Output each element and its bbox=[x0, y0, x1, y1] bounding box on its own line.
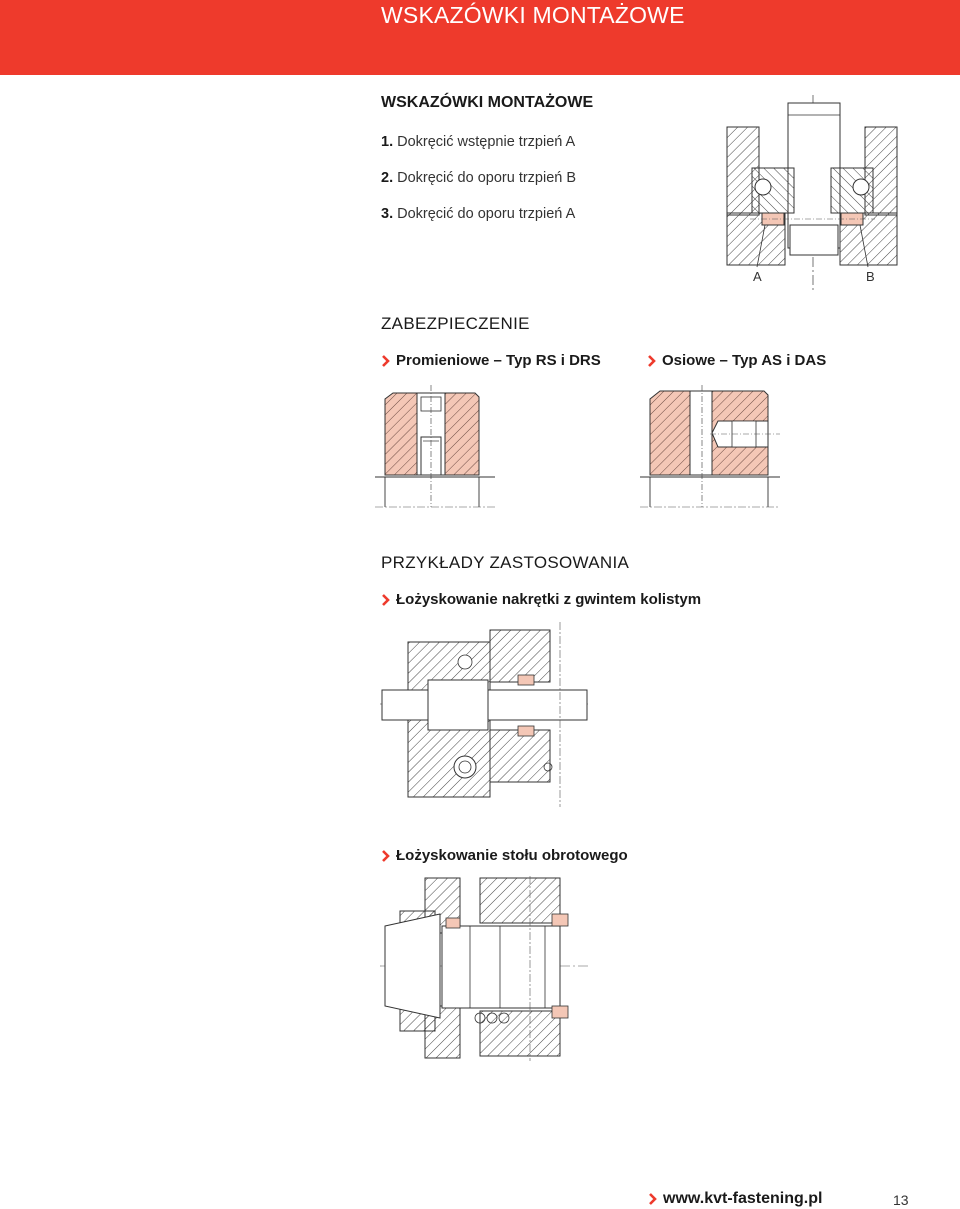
axial-securing-drawing bbox=[640, 385, 780, 510]
step-3 bbox=[381, 206, 575, 222]
step-3-number: 3. bbox=[381, 206, 394, 222]
footer-url-text[interactable]: www.kvt-fastening.pl bbox=[663, 1190, 823, 1207]
radial-securing-drawing bbox=[375, 385, 495, 510]
chevron-right-icon bbox=[381, 849, 391, 863]
rotary-table-drawing bbox=[380, 876, 590, 1061]
mounting-drawing bbox=[720, 95, 905, 290]
securing-axial bbox=[647, 352, 826, 369]
securing-axial-label: Osiowe – Typ AS i DAS bbox=[662, 352, 827, 369]
example-2 bbox=[381, 847, 628, 864]
securing-title: ZABEZPIECZENIE bbox=[381, 314, 530, 333]
example-1 bbox=[381, 591, 701, 608]
page-number: 13 bbox=[893, 1192, 909, 1208]
examples-title: PRZYKŁADY ZASTOSOWANIA bbox=[381, 553, 630, 572]
page-header-title: WSKAZÓWKI MONTAŻOWE bbox=[381, 2, 685, 28]
footer-url[interactable] bbox=[648, 1190, 822, 1208]
step-1-number: 1. bbox=[381, 134, 394, 150]
chevron-right-icon bbox=[648, 1192, 658, 1206]
chevron-right-icon bbox=[647, 354, 657, 368]
chevron-right-icon bbox=[381, 354, 391, 368]
ballscrew-nut-drawing bbox=[380, 622, 590, 807]
securing-radial-label: Promieniowe – Typ RS i DRS bbox=[396, 352, 601, 369]
step-1 bbox=[381, 134, 575, 150]
label-b: B bbox=[866, 269, 875, 284]
mounting-title: WSKAZÓWKI MONTAŻOWE bbox=[381, 94, 594, 111]
label-a: A bbox=[753, 269, 762, 284]
example-2-label: Łożyskowanie stołu obrotowego bbox=[396, 847, 628, 864]
securing-radial bbox=[381, 352, 601, 369]
chevron-right-icon bbox=[381, 593, 391, 607]
step-2 bbox=[381, 170, 576, 186]
step-3-text: Dokręcić do oporu trzpień A bbox=[397, 206, 576, 222]
example-1-label: Łożyskowanie nakrętki z gwintem kolistym bbox=[396, 591, 702, 608]
step-2-number: 2. bbox=[381, 170, 394, 186]
step-2-text: Dokręcić do oporu trzpień B bbox=[397, 170, 577, 186]
step-1-text: Dokręcić wstępnie trzpień A bbox=[397, 134, 576, 150]
